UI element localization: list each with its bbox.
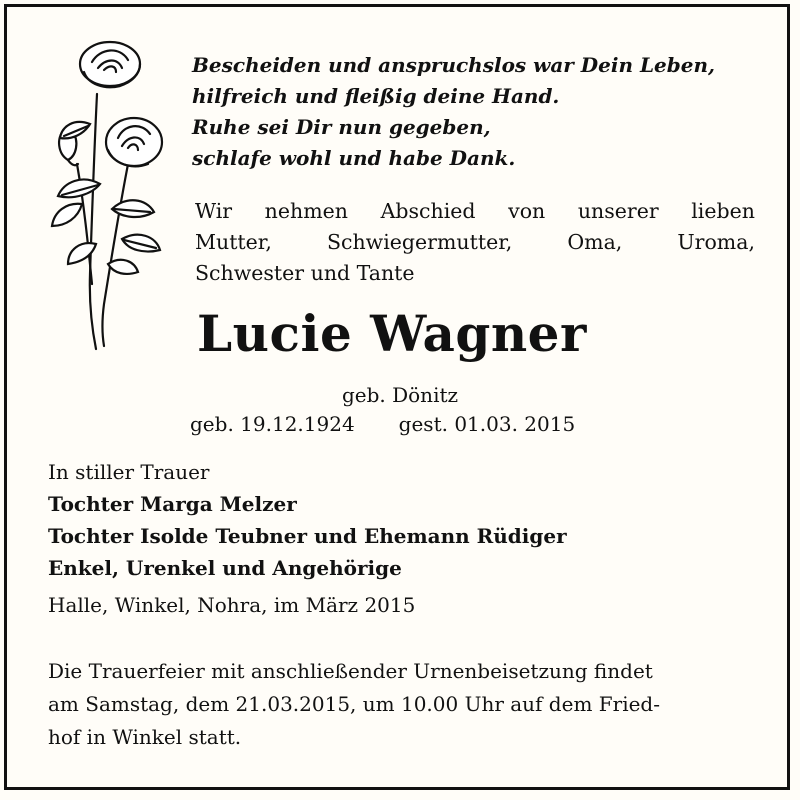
intro-word: Uroma,: [677, 230, 755, 254]
poem-line: Bescheiden und anspruchslos war Dein Leben,: [192, 53, 715, 77]
rose-icon: [22, 34, 172, 354]
poem: [192, 50, 772, 174]
intro-word: nehmen: [264, 199, 348, 223]
service-line: am Samstag, dem 21.03.2015, um 10.00 Uhr auf dem Fried-: [48, 692, 660, 716]
intro-word: lieben: [691, 199, 755, 223]
intro-text: [195, 196, 755, 289]
poem-line: schlafe wohl und habe Dank.: [192, 146, 516, 170]
service-line: Die Trauerfeier mit anschließender Urnenbeisetzung findet: [48, 659, 653, 683]
deceased-name: Lucie Wagner: [197, 304, 587, 363]
intro-word: von: [508, 199, 546, 223]
intro-line: [195, 196, 755, 227]
mourner-name: Tochter Isolde Teubner und Ehemann Rüdiger: [48, 524, 567, 548]
mourners: [48, 456, 567, 584]
intro-line: Schwester und Tante: [195, 261, 415, 285]
mourner-name: Enkel, Urenkel und Angehörige: [48, 556, 402, 580]
service-line: hof in Winkel statt.: [48, 725, 242, 749]
mourner-name: Tochter Marga Melzer: [48, 492, 297, 516]
poem-line: Ruhe sei Dir nun gegeben,: [192, 115, 491, 139]
intro-word: Abschied: [380, 199, 476, 223]
intro-word: Schwiegermutter,: [326, 230, 513, 254]
intro-word: Mutter,: [195, 230, 272, 254]
intro-line: [195, 227, 755, 258]
place-date: Halle, Winkel, Nohra, im März 2015: [48, 593, 416, 617]
service-info: [48, 655, 756, 754]
intro-word: Wir: [195, 199, 233, 223]
birth-date: geb. 19.12.1924: [190, 412, 355, 436]
death-date: gest. 01.03. 2015: [398, 412, 576, 436]
birth-name: geb. Dönitz: [341, 383, 459, 407]
intro-word: Oma,: [567, 230, 623, 254]
poem-line: hilfreich und fleißig deine Hand.: [192, 84, 560, 108]
intro-word: unserer: [577, 199, 659, 223]
mourners-intro: In stiller Trauer: [48, 460, 210, 484]
life-dates: [190, 412, 575, 436]
